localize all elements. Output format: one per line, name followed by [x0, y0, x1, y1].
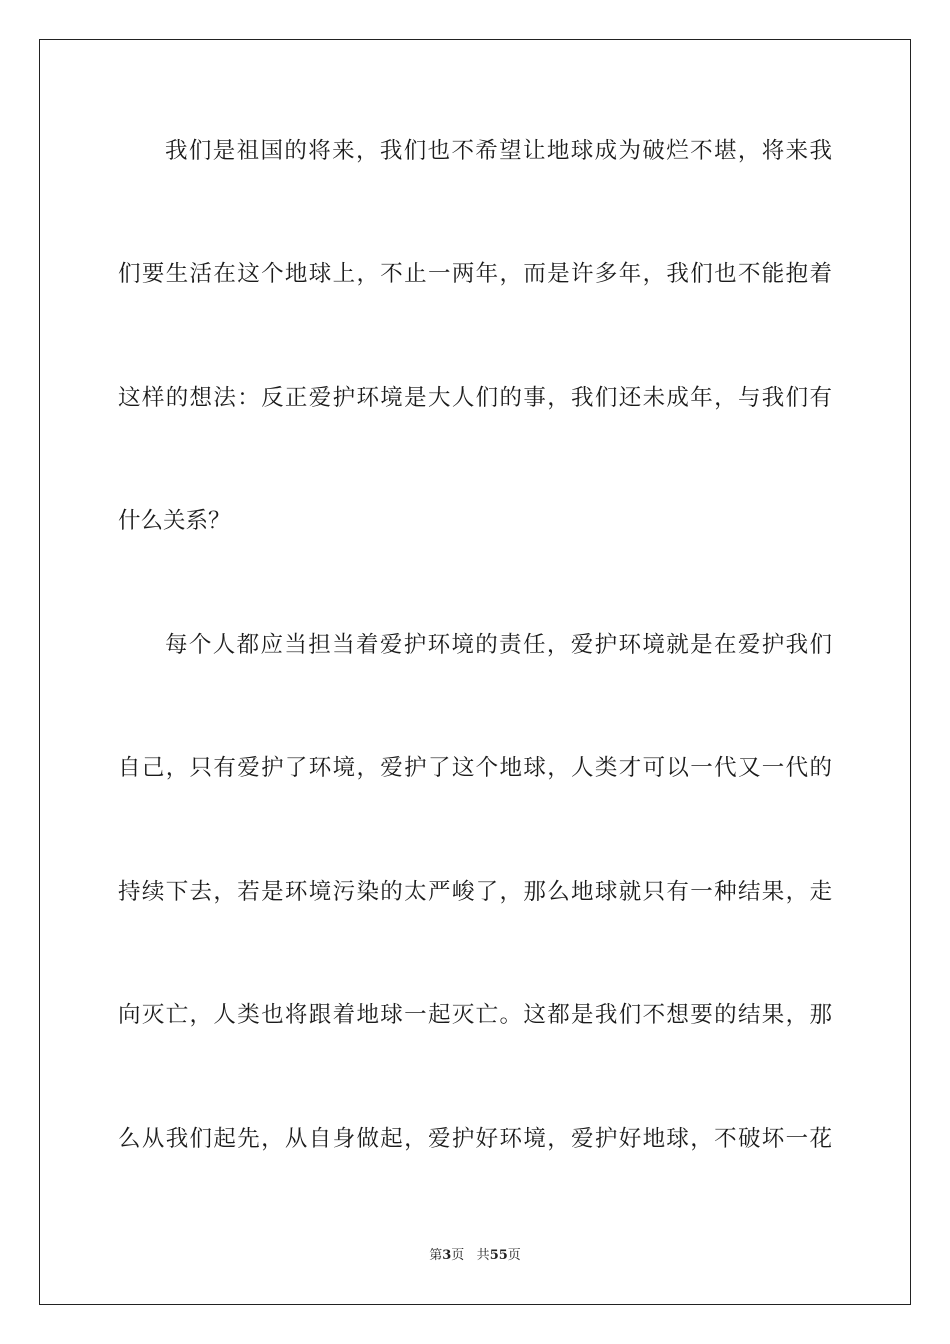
paragraph-2-line-1: 每个人都应当担当着爱护环境的责任，爱护环境就是在爱护我们 — [165, 632, 832, 658]
paragraph-2-line-3: 持续下去，若是环境污染的太严峻了，那么地球就只有一种结果，走 — [118, 879, 832, 905]
total-pages: 55 — [489, 1248, 508, 1263]
page-prefix: 第 — [429, 1248, 443, 1263]
page-suffix: 页 — [451, 1248, 465, 1263]
paragraph-1-line-4: 什么关系？ — [118, 508, 231, 534]
paragraph-1-line-3: 这样的想法：反正爱护环境是大人们的事，我们还未成年，与我们有 — [118, 385, 832, 411]
paragraph-1-line-2: 们要生活在这个地球上，不止一两年，而是许多年，我们也不能抱着 — [118, 261, 832, 287]
paragraph-2-line-5: 么从我们起先，从自身做起，爱护好环境，爱护好地球，不破坏一花 — [118, 1126, 832, 1152]
paragraph-2-line-4: 向灭亡，人类也将跟着地球一起灭亡。这都是我们不想要的结果，那 — [118, 1002, 832, 1028]
total-suffix: 页 — [507, 1248, 521, 1263]
paragraph-1-line-1: 我们是祖国的将来，我们也不希望让地球成为破烂不堪，将来我 — [165, 138, 832, 164]
page-footer — [0, 1247, 950, 1265]
paragraph-2-line-2: 自己，只有爱护了环境，爱护了这个地球，人类才可以一代又一代的 — [118, 755, 832, 781]
page-border — [39, 39, 911, 1305]
total-prefix: 共 — [476, 1248, 490, 1263]
page-number: 3 — [442, 1248, 452, 1263]
